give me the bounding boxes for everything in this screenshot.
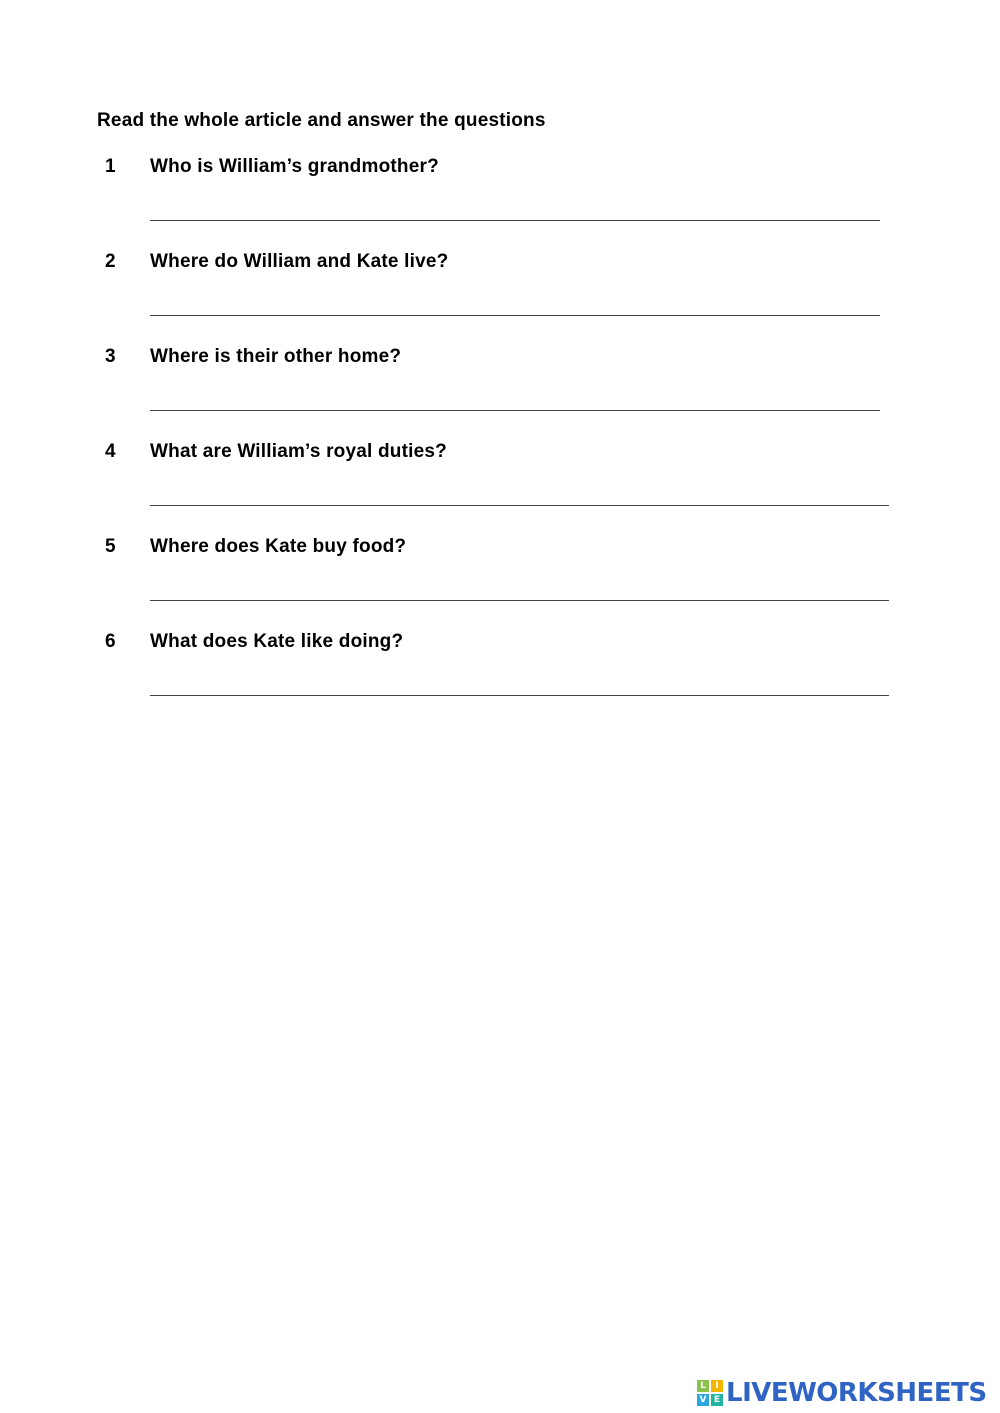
logo-text: LIVEWORKSHEETS	[726, 1378, 987, 1408]
question-number: 6	[105, 631, 116, 652]
logo-mark-letter: I	[711, 1380, 723, 1392]
question-item	[0, 156, 1000, 216]
question-number: 2	[105, 251, 116, 272]
question-text: Who is William’s grandmother?	[150, 156, 439, 177]
instruction-heading: Read the whole article and answer the questions	[97, 110, 546, 131]
question-item	[0, 536, 1000, 596]
question-number: 5	[105, 536, 116, 557]
liveworksheets-logo-icon	[697, 1380, 723, 1406]
logo-mark-letter: V	[697, 1394, 709, 1406]
question-item	[0, 441, 1000, 501]
answer-line[interactable]	[150, 695, 889, 696]
question-text: What are William’s royal duties?	[150, 441, 447, 462]
liveworksheets-logo	[697, 1378, 987, 1408]
question-number: 4	[105, 441, 116, 462]
logo-mark-letter: L	[697, 1380, 709, 1392]
question-number: 3	[105, 346, 116, 367]
answer-line[interactable]	[150, 505, 889, 506]
question-number: 1	[105, 156, 116, 177]
logo-mark-letter: E	[711, 1394, 723, 1406]
question-item	[0, 346, 1000, 406]
question-item	[0, 251, 1000, 311]
question-text: Where is their other home?	[150, 346, 402, 367]
answer-line[interactable]	[150, 220, 880, 221]
question-text: Where does Kate buy food?	[150, 536, 407, 557]
answer-line[interactable]	[150, 600, 889, 601]
answer-line[interactable]	[150, 315, 880, 316]
answer-line[interactable]	[150, 410, 880, 411]
question-item	[0, 631, 1000, 691]
question-text: Where do William and Kate live?	[150, 251, 449, 272]
question-text: What does Kate like doing?	[150, 631, 404, 652]
